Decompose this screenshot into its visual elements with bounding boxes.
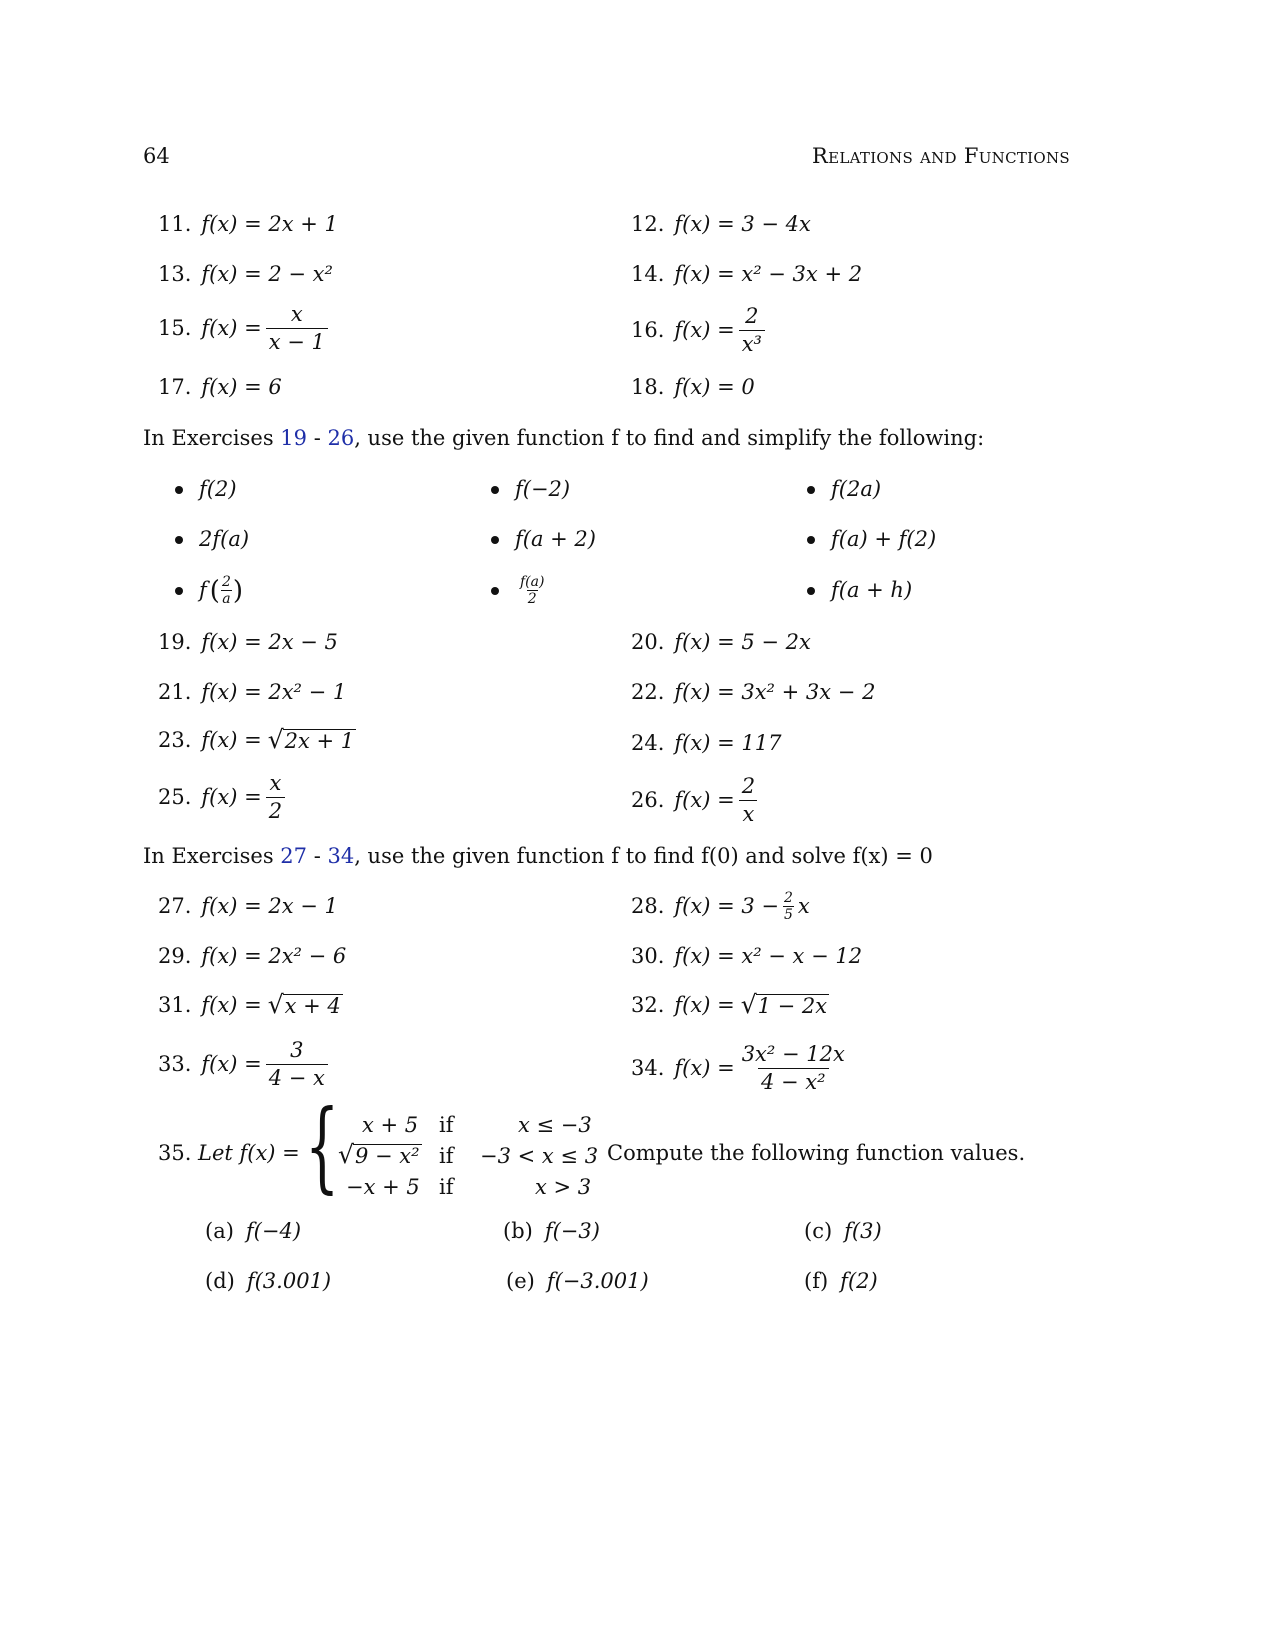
exercise-25: 25. f(x) = $\frac{x}{2}$ xyxy=(158,773,289,822)
bullet-item xyxy=(491,575,549,606)
exercise-number: 14. xyxy=(631,262,665,286)
bullet-dot xyxy=(175,536,183,544)
exercise-29: 29. f(x) = 2x² − 6 xyxy=(158,944,347,968)
exercise-15 xyxy=(158,304,332,353)
part-e: (e) f(−3.001) xyxy=(506,1269,649,1293)
case-if: if xyxy=(439,1113,454,1137)
bullet-dot xyxy=(807,486,815,494)
bullet-item: f(2) xyxy=(175,479,237,500)
exercise-instruction: Compute the following function values. xyxy=(607,1141,1026,1165)
exercise-lead: Let f(x) = xyxy=(198,1141,300,1165)
exercise-number: 11. xyxy=(158,212,192,236)
bullet-item: f(−2) xyxy=(491,479,570,500)
bullet-item: f(2a) xyxy=(807,479,881,500)
case-expression: x + 5 xyxy=(362,1113,419,1137)
square-root: √ 2x + 1 xyxy=(267,725,355,754)
exercise-19: 19. f(x) = 2x − 5 xyxy=(158,630,338,654)
bullet-dot xyxy=(807,587,815,595)
exercise-22: 22. f(x) = 3x² + 3x − 2 xyxy=(631,680,876,704)
exercise-expression: f(x) = 0 xyxy=(674,375,755,399)
bullet-item: f(a + 2) xyxy=(491,529,596,550)
denominator: x − 1 xyxy=(266,328,328,353)
exercise-13 xyxy=(158,264,333,285)
case-expression xyxy=(338,1140,422,1169)
exercise-30: 30. f(x) = x² − x − 12 xyxy=(631,944,863,968)
running-title: Relations and Functions xyxy=(811,144,1070,168)
exercise-17 xyxy=(158,377,282,398)
part-b: (b) f(−3) xyxy=(503,1219,600,1243)
fraction xyxy=(739,306,765,355)
exercise-27: 27. f(x) = 2x − 1 xyxy=(158,894,338,918)
exercise-number: 15. xyxy=(158,316,192,340)
case-condition: x > 3 xyxy=(535,1175,592,1199)
exercise-24: 24. f(x) = 117 xyxy=(631,731,782,755)
exercise-expression: f(x) = 2 − x² xyxy=(201,262,333,286)
fraction: $\frac{2}{5}$ xyxy=(784,890,793,923)
exercise-18 xyxy=(631,377,755,398)
bullet-item: f ( $\frac{2}{a}$ ) xyxy=(175,575,243,606)
case-expression: −x + 5 xyxy=(346,1175,420,1199)
exercise-link-19[interactable]: 19 xyxy=(280,426,308,450)
numerator: x xyxy=(290,302,303,326)
exercise-number: 17. xyxy=(158,375,192,399)
bullet-item: f(a) + f(2) xyxy=(807,529,936,550)
exercise-link-26[interactable]: 26 xyxy=(327,426,355,450)
square-root: √ 1 − 2x xyxy=(740,990,828,1019)
exercise-expression: f(x) = 2x + 1 xyxy=(201,212,338,236)
numerator: 2 xyxy=(745,304,759,328)
exercise-16 xyxy=(631,306,769,355)
case-if: if xyxy=(439,1175,454,1199)
bullet-dot xyxy=(491,536,499,544)
left-brace: { xyxy=(305,1090,340,1204)
bullet-dot xyxy=(807,536,815,544)
case-condition: x ≤ −3 xyxy=(518,1113,592,1137)
case-if: if xyxy=(439,1144,454,1168)
exercise-34: 34. f(x) = $\frac{\text{3x² − 12x}}{\text{4 − x²}}$ xyxy=(631,1044,852,1093)
exercise-20: 20. f(x) = 5 − 2x xyxy=(631,630,811,654)
bullet-dot xyxy=(175,587,183,595)
exercise-26: 26. f(x) = $\frac{2}{x}$ xyxy=(631,776,762,825)
exercise-expression: f(x) = 3 − 4x xyxy=(674,212,811,236)
bullet-item: f(a + h) xyxy=(807,580,912,601)
exercise-lhs: f(x) = xyxy=(201,316,262,340)
exercise-31: 31. f(x) = √ x + 4 xyxy=(158,990,341,1019)
exercise-number: 13. xyxy=(158,262,192,286)
exercise-28: 28. f(x) = 3 − $\frac{2}{5}$ x xyxy=(631,890,810,923)
bullet-dot xyxy=(175,486,183,494)
part-c: (c) f(3) xyxy=(804,1219,882,1243)
exercise-link-27[interactable]: 27 xyxy=(280,844,308,868)
exercise-14 xyxy=(631,264,862,285)
fraction: $\frac{3}{4 - x}$ xyxy=(266,1040,328,1089)
exercise-number: 18. xyxy=(631,375,665,399)
exercise-number: 12. xyxy=(631,212,665,236)
denominator: x³ xyxy=(739,330,765,355)
exercise-expression: f(x) = 6 xyxy=(201,375,282,399)
fraction: $\frac{x}{2}$ xyxy=(266,773,285,822)
bullet-item: 2f(a) xyxy=(175,529,249,550)
fraction: $\frac{2}{x}$ xyxy=(739,776,758,825)
bullet-dot xyxy=(491,486,499,494)
exercise-number: 35. xyxy=(158,1141,192,1165)
exercise-12 xyxy=(631,214,811,235)
part-f: (f) f(2) xyxy=(804,1269,878,1293)
bullet-dot xyxy=(491,587,499,595)
instructions-27-34: In Exercises 27 - 34, use the given function f to find f(0) and solve f(x) = 0 xyxy=(143,844,933,868)
page-number: 64 xyxy=(143,144,170,168)
exercise-23: 23. f(x) = √ 2x + 1 xyxy=(158,725,355,754)
square-root: √ x + 4 xyxy=(267,990,341,1019)
instructions-19-26: In Exercises 19 - 26, use the given function f to find and simplify the following: xyxy=(143,426,985,450)
exercise-expression: f(x) = x² − 3x + 2 xyxy=(674,262,863,286)
part-a: (a) f(−4) xyxy=(205,1219,302,1243)
part-d: (d) f(3.001) xyxy=(205,1269,332,1293)
fraction: $\frac{f(a)}{2}$ xyxy=(520,574,545,607)
exercise-11 xyxy=(158,214,338,235)
fraction: $\frac{\text{3x² − 12x}}{\text{4 − x²}}$ xyxy=(741,1042,845,1094)
exercise-number: 16. xyxy=(631,318,665,342)
square-root: √ 9 − x² xyxy=(338,1140,420,1169)
exercise-21: 21. f(x) = 2x² − 1 xyxy=(158,680,347,704)
exercise-lhs: f(x) = xyxy=(674,318,735,342)
fraction: $\frac{2}{a}$ xyxy=(221,574,231,607)
case-condition: −3 < x ≤ 3 xyxy=(480,1144,599,1168)
exercise-32: 32. f(x) = √ 1 − 2x xyxy=(631,990,828,1019)
exercise-33: 33. f(x) = $\frac{3}{4 - x}$ xyxy=(158,1040,332,1089)
exercise-link-34[interactable]: 34 xyxy=(327,844,355,868)
fraction xyxy=(266,304,328,353)
